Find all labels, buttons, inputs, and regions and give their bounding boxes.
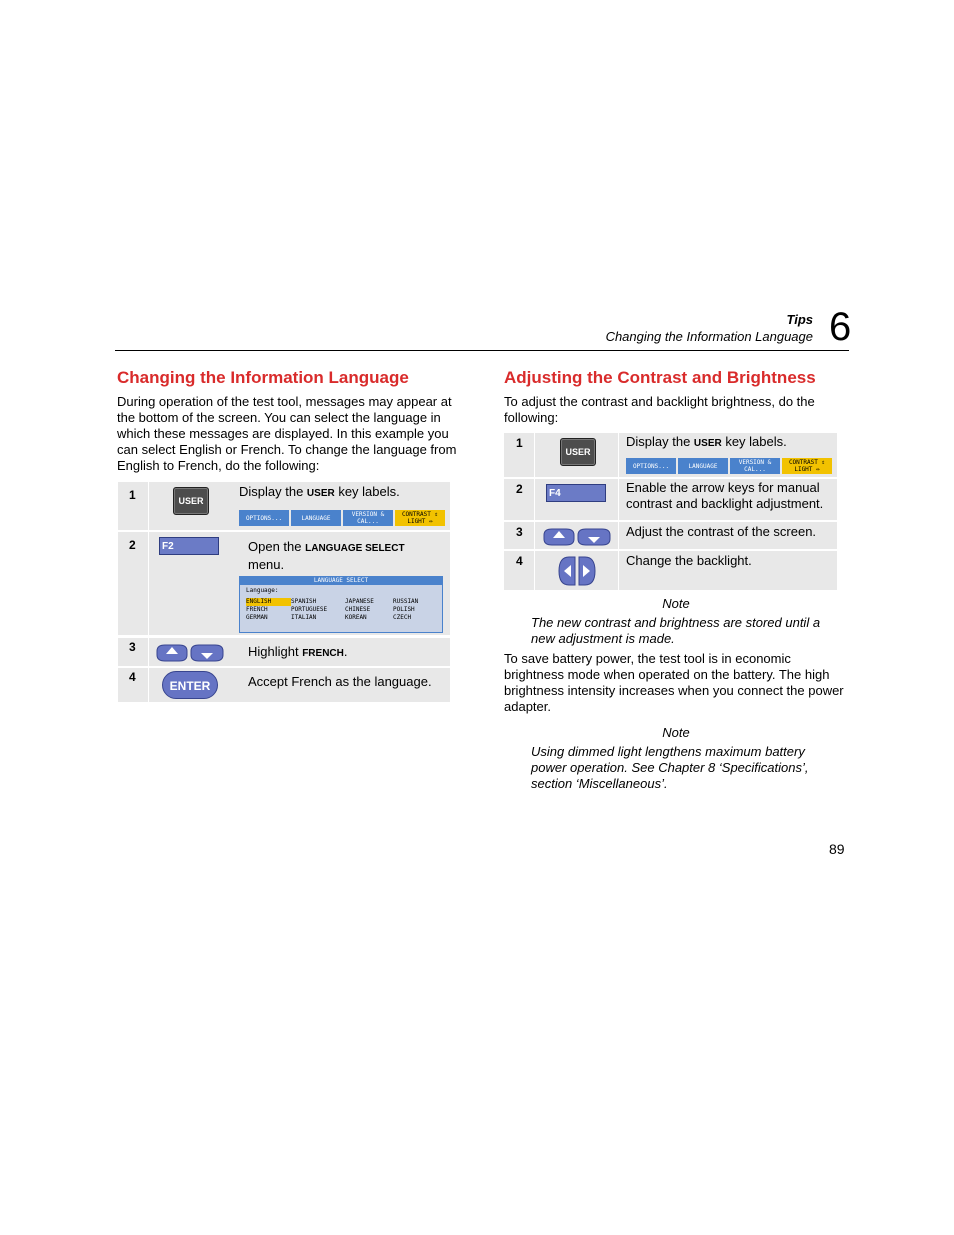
language-chinese[interactable]: CHINESE — [345, 606, 371, 613]
note-2-text: Using dimmed light lengthens maximum battery power operation. See Chapter 8 ‘Specifications’, section ‘Miscellaneous’. — [531, 744, 809, 791]
chapter-title: Tips — [786, 312, 813, 327]
right-step-4 — [504, 551, 837, 590]
left-right-arrow-keys-icon[interactable] — [557, 555, 597, 587]
language-czech[interactable]: CZECH — [393, 614, 412, 621]
step-number: 3 — [516, 525, 523, 539]
language-select-title: LANGUAGE SELECT — [240, 577, 442, 585]
language-grid — [246, 598, 438, 622]
language-polish[interactable]: POLISH — [393, 606, 415, 613]
softkey-bar — [239, 510, 445, 526]
step-number: 1 — [516, 436, 523, 450]
f2-key[interactable]: F2 — [159, 537, 219, 555]
softkey-bar — [626, 458, 832, 474]
up-down-arrow-keys-icon[interactable] — [155, 643, 225, 663]
chapter-number: 6 — [829, 305, 852, 349]
section-name: Changing the Information Language — [605, 329, 813, 344]
left-step-1 — [118, 482, 450, 530]
language-japanese[interactable]: JAPANESE — [345, 598, 374, 605]
language-english[interactable]: ENGLISH — [246, 598, 291, 606]
softkey-options[interactable]: OPTIONS... — [239, 510, 289, 526]
language-russian[interactable]: RUSSIAN — [393, 598, 419, 605]
left-step-3 — [118, 638, 450, 666]
step-text: Enable the arrow keys for manual contrast and backlight adjustment. — [626, 480, 824, 511]
page-number: 89 — [829, 841, 845, 857]
user-key[interactable]: USER — [173, 487, 209, 515]
language-label: Language: — [246, 587, 279, 594]
right-step-3 — [504, 522, 837, 549]
note-1-heading: Note — [662, 596, 690, 611]
step-text: Change the backlight. — [626, 553, 752, 568]
softkey-language[interactable]: LANGUAGE — [291, 510, 341, 526]
f4-key[interactable]: F4 — [546, 484, 606, 502]
left-intro: During operation of the test tool, messages may appear at the bottom of the screen. You can select the language in which these messages are displayed. In this example you can select English or French. To change the language from English to French, do the following: — [117, 394, 457, 473]
language-german[interactable]: GERMAN — [246, 614, 268, 621]
right-heading: Adjusting the Contrast and Brightness — [504, 368, 816, 387]
step-text: Adjust the contrast of the screen. — [626, 524, 817, 539]
step-number: 4 — [129, 670, 136, 684]
user-key[interactable]: USER — [560, 438, 596, 466]
softkey-version[interactable]: VERSION & CAL... — [730, 458, 780, 474]
softkey-contrast[interactable]: CONTRAST ⇕ LIGHT ⇔ — [782, 458, 832, 474]
enter-key[interactable]: ENTER — [162, 671, 218, 699]
step-number: 2 — [129, 538, 136, 552]
softkey-version[interactable]: VERSION & CAL... — [343, 510, 393, 526]
softkey-options[interactable]: OPTIONS... — [626, 458, 676, 474]
step-number: 3 — [129, 640, 136, 654]
step-text: Display the USER key labels. — [626, 434, 787, 449]
step-text: Open the LANGUAGE SELECT menu. — [248, 539, 405, 572]
step-number: 1 — [129, 488, 136, 502]
left-step-4 — [118, 668, 450, 702]
note-1-text: The new contrast and brightness are stored until a new adjustment is made. — [531, 615, 821, 646]
step-text: Display the USER key labels. — [239, 484, 400, 499]
step-text: Accept French as the language. — [248, 674, 432, 689]
step-text: Highlight FRENCH. — [248, 644, 348, 659]
language-spanish[interactable]: SPANISH — [291, 598, 317, 605]
right-body: To save battery power, the test tool is in economic brightness mode when operated on the battery. The high brightness intensity increases when you connect the power adapter. — [504, 651, 844, 714]
note-2-heading: Note — [662, 725, 690, 740]
step-number: 4 — [516, 554, 523, 568]
language-select-screen — [239, 576, 443, 633]
right-step-1 — [504, 433, 837, 477]
language-italian[interactable]: ITALIAN — [291, 614, 317, 621]
right-step-2 — [504, 479, 837, 520]
left-heading: Changing the Information Language — [117, 368, 409, 387]
language-portuguese[interactable]: PORTUGUESE — [291, 606, 328, 613]
header-rule — [115, 350, 849, 351]
language-korean[interactable]: KOREAN — [345, 614, 367, 621]
left-step-2 — [118, 532, 450, 635]
up-down-arrow-keys-icon[interactable] — [542, 527, 612, 547]
step-number: 2 — [516, 482, 523, 496]
right-intro: To adjust the contrast and backlight brightness, do the following: — [504, 394, 815, 425]
language-french[interactable]: FRENCH — [246, 606, 268, 613]
softkey-contrast[interactable]: CONTRAST ⇕ LIGHT ⇔ — [395, 510, 445, 526]
softkey-language[interactable]: LANGUAGE — [678, 458, 728, 474]
